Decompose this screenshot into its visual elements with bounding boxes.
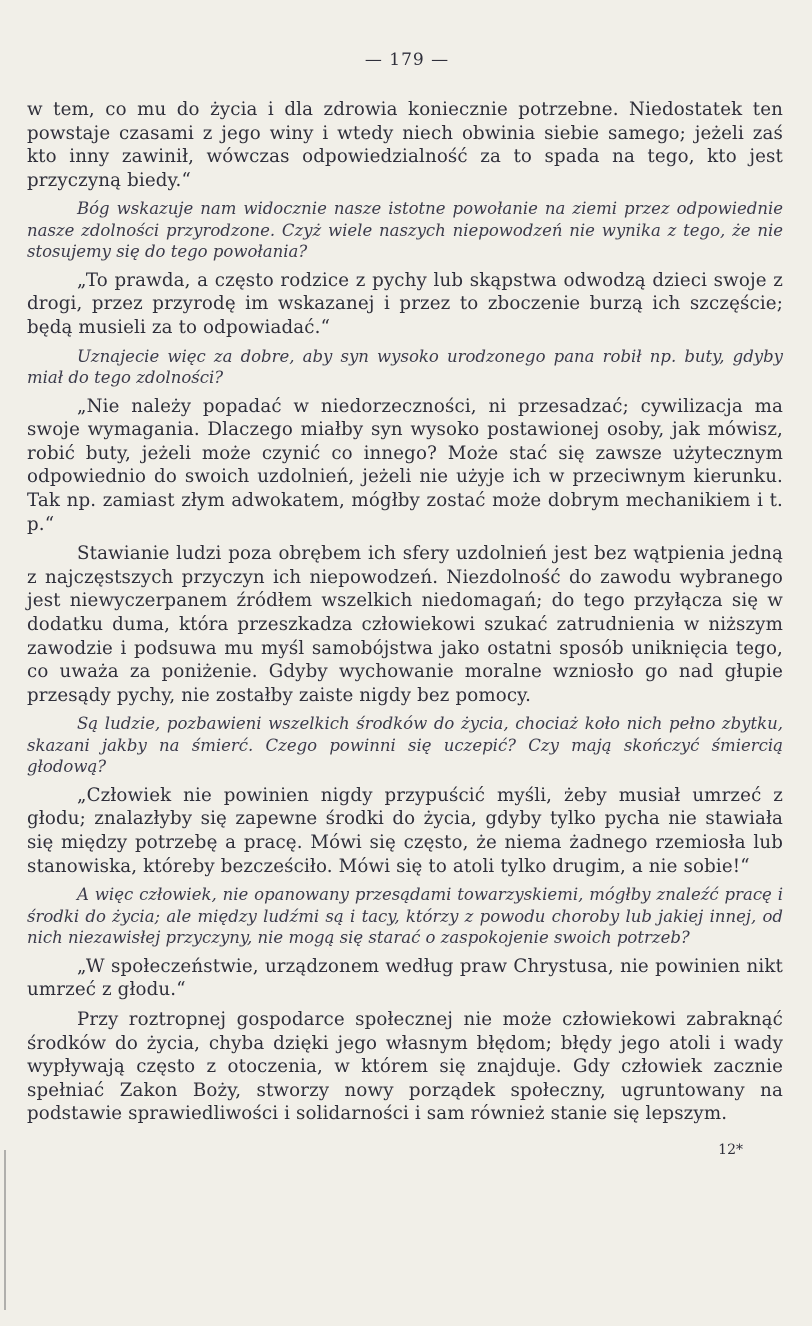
question-paragraph: A więc człowiek, nie opanowany przesądami towarzyskiemi, mógłby znaleźć pracę i środki do życia; ale między ludźmi są i tacy, którzy z powodu choroby lub jakiej innej, od nich niezawisłej przyczyny, nie mogą się starać o zaspokojenie swoich potrzeb? — [27, 885, 783, 948]
answer-paragraph: „To prawda, a często rodzice z pychy lub skąpstwa odwodzą dzieci swoje z drogi, przez przyrodę im wskazanej i przez to zboczenie burzą ich szczęście; będą musieli za to odpowiadać.“ — [27, 269, 783, 339]
answer-paragraph: „Nie należy popadać w niedorzeczności, ni przesadzać; cywilizacja ma swoje wymagania. Dlaczego miałby syn wysoko postawionej osoby, jak mówisz, robić buty, jeżeli może czynić co innego? Może stać się zawsze użytecznym odpowiednio do swoich uzdolnień, jeżeli nie użyje ich w przeciwnym kierunku. Tak np. zamiast złym adwokatem, mógłby zostać może dobrym mechanikiem i t. p.“ — [27, 395, 783, 535]
question-paragraph: Bóg wskazuje nam widocznie nasze istotne powołanie na ziemi przez odpowiednie nasze zdolności przyrodzone. Czyż wiele naszych niepowodzeń nie wynika z tego, że nie stosujemy się do tego powołania? — [27, 199, 783, 262]
commentary-paragraph: Stawianie ludzi poza obrębem ich sfery uzdolnień jest bez wątpienia jedną z najczęstszych przyczyn ich niepowodzeń. Niezdolność do zawodu wybranego jest niewyczerpanem źródłem wszelkich niedomagań; do tego przyłącza się w dodatku duma, która przeszkadza człowiekowi szukać zatrudnienia w niższym zawodzie i podsuwa mu myśl samobójstwa jako ostatni sposób uniknięcia tego, co uważa za poniżenie. Gdyby wychowanie moralne wzniosło go nad głupie przesądy pychy, nie zostałby zaiste nigdy bez pomocy. — [27, 543, 783, 706]
body-text — [27, 98, 783, 1126]
printer-signature: 12* — [718, 1142, 743, 1158]
question-paragraph: Są ludzie, pozbawieni wszelkich środków do życia, chociaż koło nich pełno zbytku, skazani jakby na śmierć. Czego powinni się uczepić? Czy mają skończyć śmiercią głodową? — [27, 714, 783, 777]
answer-paragraph: „W społeczeństwie, urządzonem według praw Chrystusa, nie powinien nikt umrzeć z głodu.“ — [27, 955, 783, 1001]
commentary-paragraph: Przy roztropnej gospodarce społecznej nie może człowiekowi zabraknąć środków do życia, chyba dzięki jego własnym błędom; błędy jego atoli i wady wypływają często z otoczenia, w którem się znajduje. Gdy człowiek zacznie spełniać Zakon Boży, stworzy nowy porządek społeczny, ugruntowany na podstawie sprawiedliwości i solidarności i sam również stanie się lepszym. — [27, 1008, 783, 1125]
page-number: — 179 — — [364, 50, 450, 70]
book-page — [27, 0, 787, 1326]
scan-edge-mark — [4, 1150, 6, 1310]
question-paragraph: Uznajecie więc za dobre, aby syn wysoko urodzonego pana robił np. buty, gdyby miał do tego zdolności? — [27, 346, 783, 388]
answer-paragraph: „Człowiek nie powinien nigdy przypuścić myśli, żeby musiał umrzeć z głodu; znalazłyby się zapewne środki do życia, gdyby tylko pycha nie stawiała się między potrzebę a pracę. Mówi się często, że niema żadnego rzemiosła lub stanowiska, któreby bezcześciło. Mówi się to atoli tylko drugim, a nie sobie!“ — [27, 784, 783, 877]
answer-paragraph: w tem, co mu do życia i dla zdrowia koniecznie potrzebne. Niedostatek ten powstaje czasami z jego winy i wtedy niech obwinia siebie samego; jeżeli zaś kto inny zawinił, wówczas odpowiedzialność za to spada na tego, kto jest przyczyną biedy.“ — [27, 99, 783, 191]
